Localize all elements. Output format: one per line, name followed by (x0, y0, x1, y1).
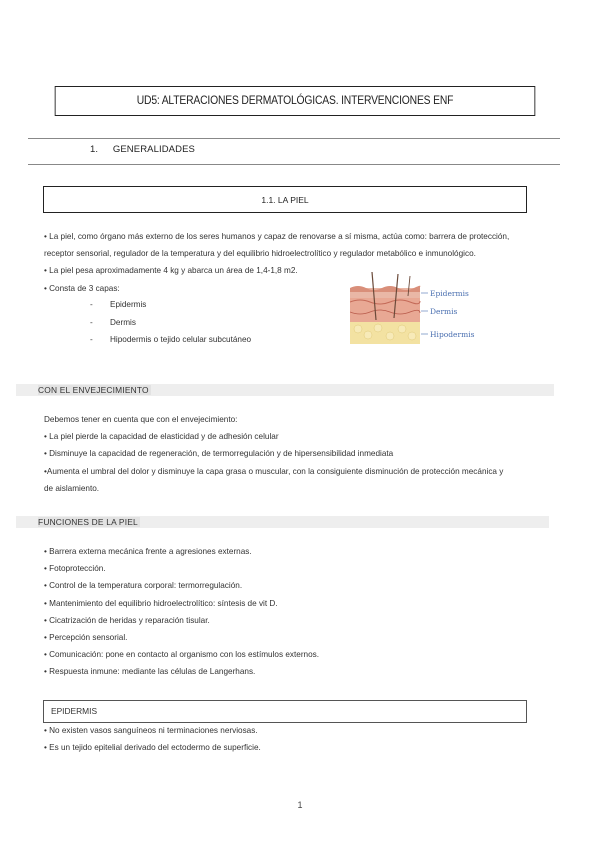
list-item: •Aumenta el umbral del dolor y disminuye la capa grasa o muscular, con la consiguiente disminución de protección mecánica y (44, 466, 504, 476)
label-dermis: Dermis (430, 307, 458, 316)
list-item: • Fotoprotección. (44, 564, 106, 574)
skin-layers-illustration (350, 272, 480, 348)
label-hipodermis: Hipodermis (430, 330, 475, 339)
document-title-text: UD5: ALTERACIONES DERMATOLÓGICAS. INTERVENCIONES ENF (136, 95, 454, 107)
piel-line: • La piel, como órgano más externo de los seres humanos y capaz de renovarse a sí misma, actúa como: barrera de protección, (44, 232, 510, 241)
section-bar-envejecimiento (16, 384, 554, 396)
list-item: - Epidermis (90, 300, 147, 309)
piel-line: receptor sensorial, regulador de la temperatura y del equilibrio hidroelectrolítico y regulador metabólico e inmunológico. (44, 249, 476, 259)
section-bar-title: CON EL ENVEJECIMIENTO (38, 385, 149, 395)
list-item: • Comunicación: pone en contacto al organismo con los estímulos externos. (44, 650, 320, 660)
piel-line: • La piel pesa aproximadamente 4 kg y abarca un área de 1,4-1,8 m2. (44, 266, 298, 276)
piel-paragraph (44, 228, 564, 297)
piel-line: • Consta de 3 capas: (44, 283, 120, 293)
subsection-heading-la-piel (43, 186, 527, 213)
section-title: GENERALIDADES (112, 144, 195, 155)
list-item: • Cicatrización de heridas y reparación tisular. (44, 615, 210, 625)
list-item: de aislamiento. (44, 483, 100, 493)
list-item: • Respuesta inmune: mediante las células de Langerhans. (44, 667, 256, 677)
list-item: • La piel pierde la capacidad de elasticidad y de adhesión celular (44, 432, 279, 442)
section-number: 1. (90, 144, 99, 155)
list-item: - Dermis (90, 317, 136, 327)
document-title (55, 86, 536, 116)
list-item: - Hipodermis o tejido celular subcutáneo (90, 335, 252, 345)
page-number: 1 (297, 800, 303, 810)
list-item: • Es un tejido epitelial derivado del ectodermo de superficie. (44, 743, 261, 753)
section-heading-generalidades (90, 144, 195, 155)
envejecimiento-content (44, 411, 564, 497)
epidermis-list (44, 722, 564, 756)
skin-layers-list (90, 296, 251, 349)
section-box-title: EPIDERMIS (51, 706, 98, 716)
envejecimiento-intro: Debemos tener en cuenta que con el envejecimiento: (44, 415, 238, 424)
divider-top (28, 138, 560, 139)
list-item: • Percepción sensorial. (44, 633, 128, 643)
subsection-title: 1.1. LA PIEL (261, 194, 309, 205)
divider-bottom (28, 164, 560, 165)
section-bar-title: FUNCIONES DE LA PIEL (38, 517, 138, 527)
label-epidermis: Epidermis (430, 289, 469, 298)
list-item: • Mantenimiento del equilibrio hidroelectrolítico: síntesis de vit D. (44, 598, 278, 608)
funciones-list (44, 543, 564, 681)
list-item: • Disminuye la capacidad de regeneración, de termorregulación y de hipersensibilidad inmediata (44, 449, 394, 459)
list-item: • Control de la temperatura corporal: termorregulación. (44, 581, 243, 591)
section-bar-funciones (16, 516, 549, 528)
list-item: • Barrera externa mecánica frente a agresiones externas. (44, 547, 252, 556)
section-box-epidermis (43, 700, 527, 723)
list-item: • No existen vasos sanguíneos ni terminaciones nerviosas. (44, 726, 258, 735)
